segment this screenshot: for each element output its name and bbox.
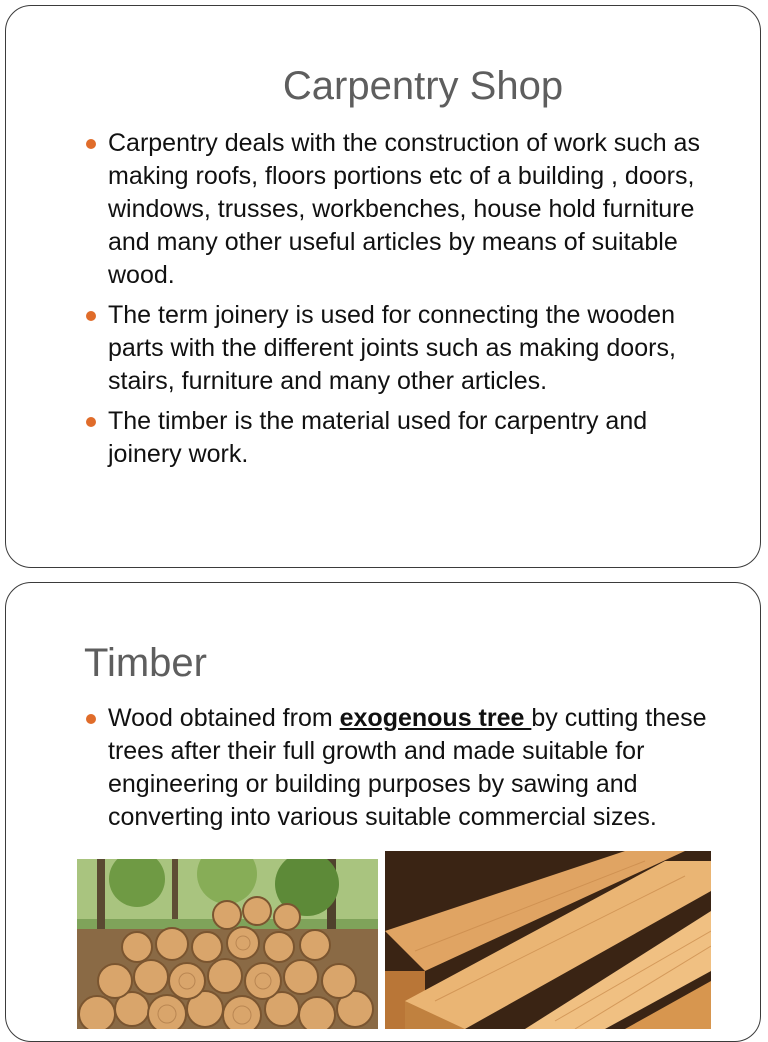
bullet-item (86, 299, 726, 398)
bullet-text: The timber is the material used for carpentry and joinery work. (108, 407, 648, 468)
bullet-dot-icon (86, 714, 96, 724)
bullet-item (86, 702, 726, 834)
slide-title: Timber (84, 641, 207, 685)
slide-carpentry-shop (5, 5, 761, 568)
bullet-text: Carpentry deals with the construction of work such as making roofs, floors portions etc of a building , doors, windows, trusses, workbenches, house hold furniture and many other useful articles by means of suitable wood. (108, 129, 700, 289)
bullet-text-lead: Wood obtained from (108, 704, 340, 732)
bullet-dot-icon (86, 417, 96, 427)
bullet-item (86, 127, 726, 292)
exogenous-tree-term: exogenous tree (339, 704, 532, 732)
bullet-dot-icon (86, 311, 96, 321)
bullet-dot-icon (86, 139, 96, 149)
bullet-list (86, 127, 726, 478)
bullet-item (86, 405, 726, 471)
log-pile-photo (77, 859, 378, 1029)
slide-title: Carpentry Shop (282, 64, 564, 108)
timber-planks-photo (385, 851, 711, 1029)
bullet-text-rest: by cutting these trees after their full growth and made suitable for engineering or building purposes by sawing and converting into various suitable commercial sizes. (108, 704, 707, 831)
bullet-text: The term joinery is used for connecting the wooden parts with the different joints such as making doors, stairs, furniture and many other articles. (108, 301, 676, 395)
bullet-list (86, 702, 726, 841)
